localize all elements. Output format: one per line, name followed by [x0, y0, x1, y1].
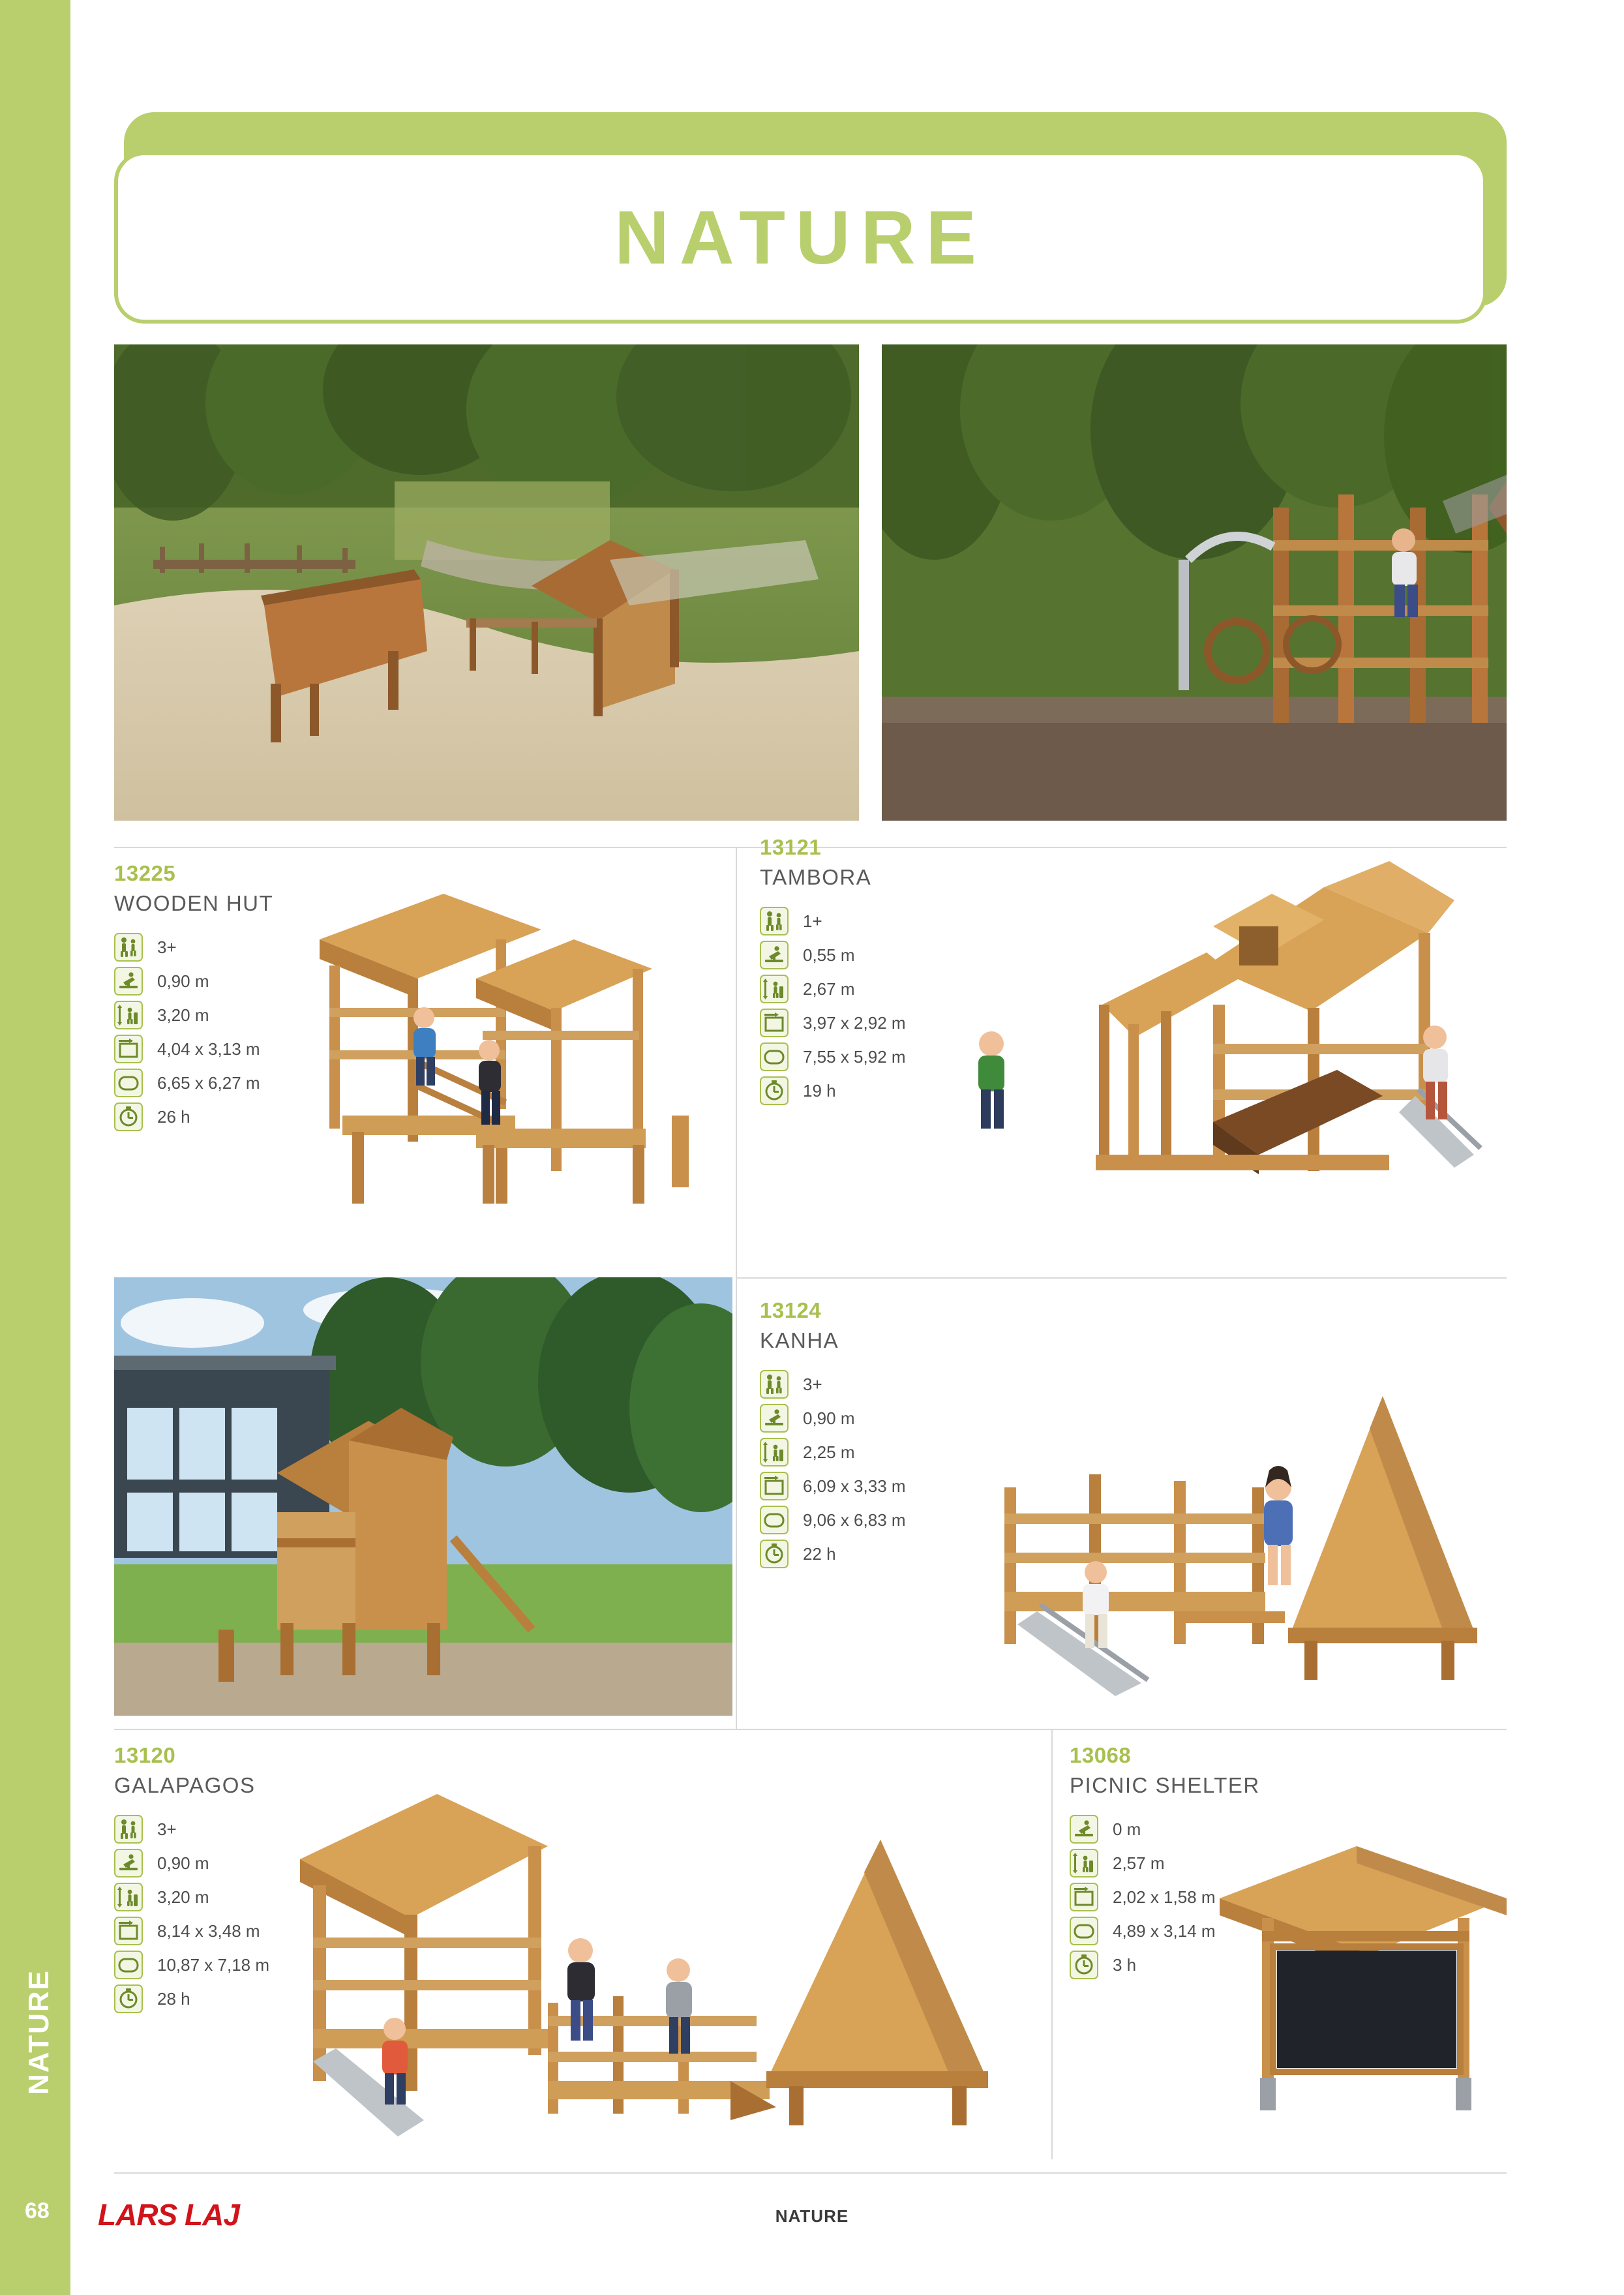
- spec-value: 6,09 x 3,33 m: [803, 1476, 906, 1496]
- spec-value: 9,06 x 6,83 m: [803, 1510, 906, 1530]
- photo-1-artwork: [114, 344, 859, 821]
- galapagos-render: [274, 1755, 1044, 2153]
- spec-value: 3+: [157, 1819, 177, 1839]
- wooden-hut-art: [320, 894, 689, 1204]
- divider-row-2: [736, 1277, 1507, 1279]
- child-figure-art: [1392, 528, 1418, 617]
- tambora-render: [933, 848, 1500, 1226]
- spec-value: 0,90 m: [157, 971, 209, 991]
- spec-value: 0,90 m: [157, 1853, 209, 1873]
- photo-3-artwork: [114, 1277, 732, 1716]
- photo-playground-overview-sandpit: [114, 344, 859, 821]
- header-banner: [114, 151, 1487, 324]
- spec-value: 26 h: [157, 1106, 190, 1127]
- kanha-render: [926, 1357, 1500, 1709]
- age-icon: [114, 1815, 143, 1844]
- age-icon: [114, 933, 143, 962]
- dimensions-icon: [114, 1035, 143, 1063]
- spec-value: 0,55 m: [803, 945, 855, 965]
- assembly-time-icon: [1070, 1951, 1098, 1979]
- assembly-time-icon: [114, 1984, 143, 2013]
- spec-value: 3,20 m: [157, 1887, 209, 1907]
- spec-value: 3,97 x 2,92 m: [803, 1012, 906, 1033]
- spec-value: 3+: [803, 1374, 822, 1394]
- spec-value: 0,90 m: [803, 1408, 855, 1428]
- total-height-icon: [1070, 1849, 1098, 1877]
- kanha-art: [1004, 1396, 1477, 1696]
- spec-value: 2,57 m: [1113, 1853, 1165, 1873]
- spec-value: 2,67 m: [803, 979, 855, 999]
- spec-value: 19 h: [803, 1080, 836, 1101]
- spec-value: 2,25 m: [803, 1442, 855, 1462]
- page-number: 68: [25, 2198, 50, 2223]
- spec-value: 4,89 x 3,14 m: [1113, 1921, 1216, 1941]
- assembly-time-icon: [760, 1540, 789, 1568]
- child-figure-art-2: [479, 1040, 501, 1125]
- photo-playground-climbing-structure: [882, 344, 1507, 821]
- dimensions-icon: [114, 1917, 143, 1945]
- assembly-time-icon: [760, 1076, 789, 1105]
- child-figure-art-3: [978, 1031, 1004, 1129]
- wooden-hut-render: [280, 868, 730, 1213]
- spec-value: 10,87 x 7,18 m: [157, 1954, 269, 1975]
- picnic-shelter-art: [1220, 1846, 1507, 2110]
- safety-area-icon: [114, 1951, 143, 1979]
- child-figure-art-6: [1264, 1466, 1293, 1585]
- page-title: NATURE: [614, 195, 987, 280]
- safety-area-icon: [1070, 1917, 1098, 1945]
- spec-value: 0 m: [1113, 1819, 1141, 1839]
- product-code: 13068: [1070, 1743, 1132, 1767]
- safety-area-icon: [760, 1506, 789, 1534]
- spec-value: 8,14 x 3,48 m: [157, 1921, 260, 1941]
- fall-height-icon: [760, 1404, 789, 1433]
- fall-height-icon: [760, 941, 789, 969]
- side-bar-label: NATURE: [23, 1969, 55, 2095]
- spec-value: 7,55 x 5,92 m: [803, 1046, 906, 1067]
- fall-height-icon: [114, 1849, 143, 1877]
- spec-value: 3 h: [1113, 1954, 1137, 1975]
- divider-col-1: [736, 847, 737, 1729]
- spec-value: 28 h: [157, 1988, 190, 2009]
- product-name: TAMBORA: [760, 865, 872, 889]
- spec-value: 22 h: [803, 1543, 836, 1564]
- total-height-icon: [760, 975, 789, 1003]
- assembly-time-icon: [114, 1102, 143, 1131]
- dimensions-icon: [760, 1472, 789, 1500]
- spec-value: 3,20 m: [157, 1005, 209, 1025]
- spec-value: 4,04 x 3,13 m: [157, 1039, 260, 1059]
- divider-row-3: [114, 1729, 1507, 1730]
- spec-value: 3+: [157, 937, 177, 957]
- product-code: 13124: [760, 1298, 822, 1322]
- spec-value: 1+: [803, 911, 822, 931]
- product-code: 13225: [114, 861, 176, 885]
- product-name: WOODEN HUT: [114, 891, 274, 915]
- product-name: GALAPAGOS: [114, 1773, 256, 1797]
- age-icon: [760, 1370, 789, 1399]
- divider-col-2: [1051, 1729, 1053, 2159]
- total-height-icon: [760, 1438, 789, 1467]
- product-name: KANHA: [760, 1328, 839, 1352]
- spec-value: 6,65 x 6,27 m: [157, 1072, 260, 1093]
- footer-section-label: NATURE: [775, 2206, 849, 2226]
- product-code: 13121: [760, 835, 822, 859]
- safety-area-icon: [114, 1069, 143, 1097]
- total-height-icon: [114, 1883, 143, 1911]
- brand-logo-text: LARS LAJ: [98, 2198, 239, 2232]
- spec-value: 2,02 x 1,58 m: [1113, 1887, 1216, 1907]
- tambora-art: [1096, 861, 1481, 1174]
- age-icon: [760, 907, 789, 935]
- product-code: 13120: [114, 1743, 176, 1767]
- dimensions-icon: [1070, 1883, 1098, 1911]
- fall-height-icon: [114, 967, 143, 996]
- footer-divider: [114, 2172, 1507, 2174]
- child-figure-art-1: [414, 1007, 436, 1086]
- photo-2-artwork: [882, 344, 1507, 821]
- picnic-shelter-render: [1200, 1820, 1539, 2133]
- product-name: PICNIC SHELTER: [1070, 1773, 1260, 1797]
- photo-playground-tower-house: [114, 1277, 732, 1716]
- fall-height-icon: [1070, 1815, 1098, 1844]
- total-height-icon: [114, 1001, 143, 1029]
- safety-area-icon: [760, 1042, 789, 1071]
- child-figure-art-9: [382, 2018, 408, 2105]
- dimensions-icon: [760, 1009, 789, 1037]
